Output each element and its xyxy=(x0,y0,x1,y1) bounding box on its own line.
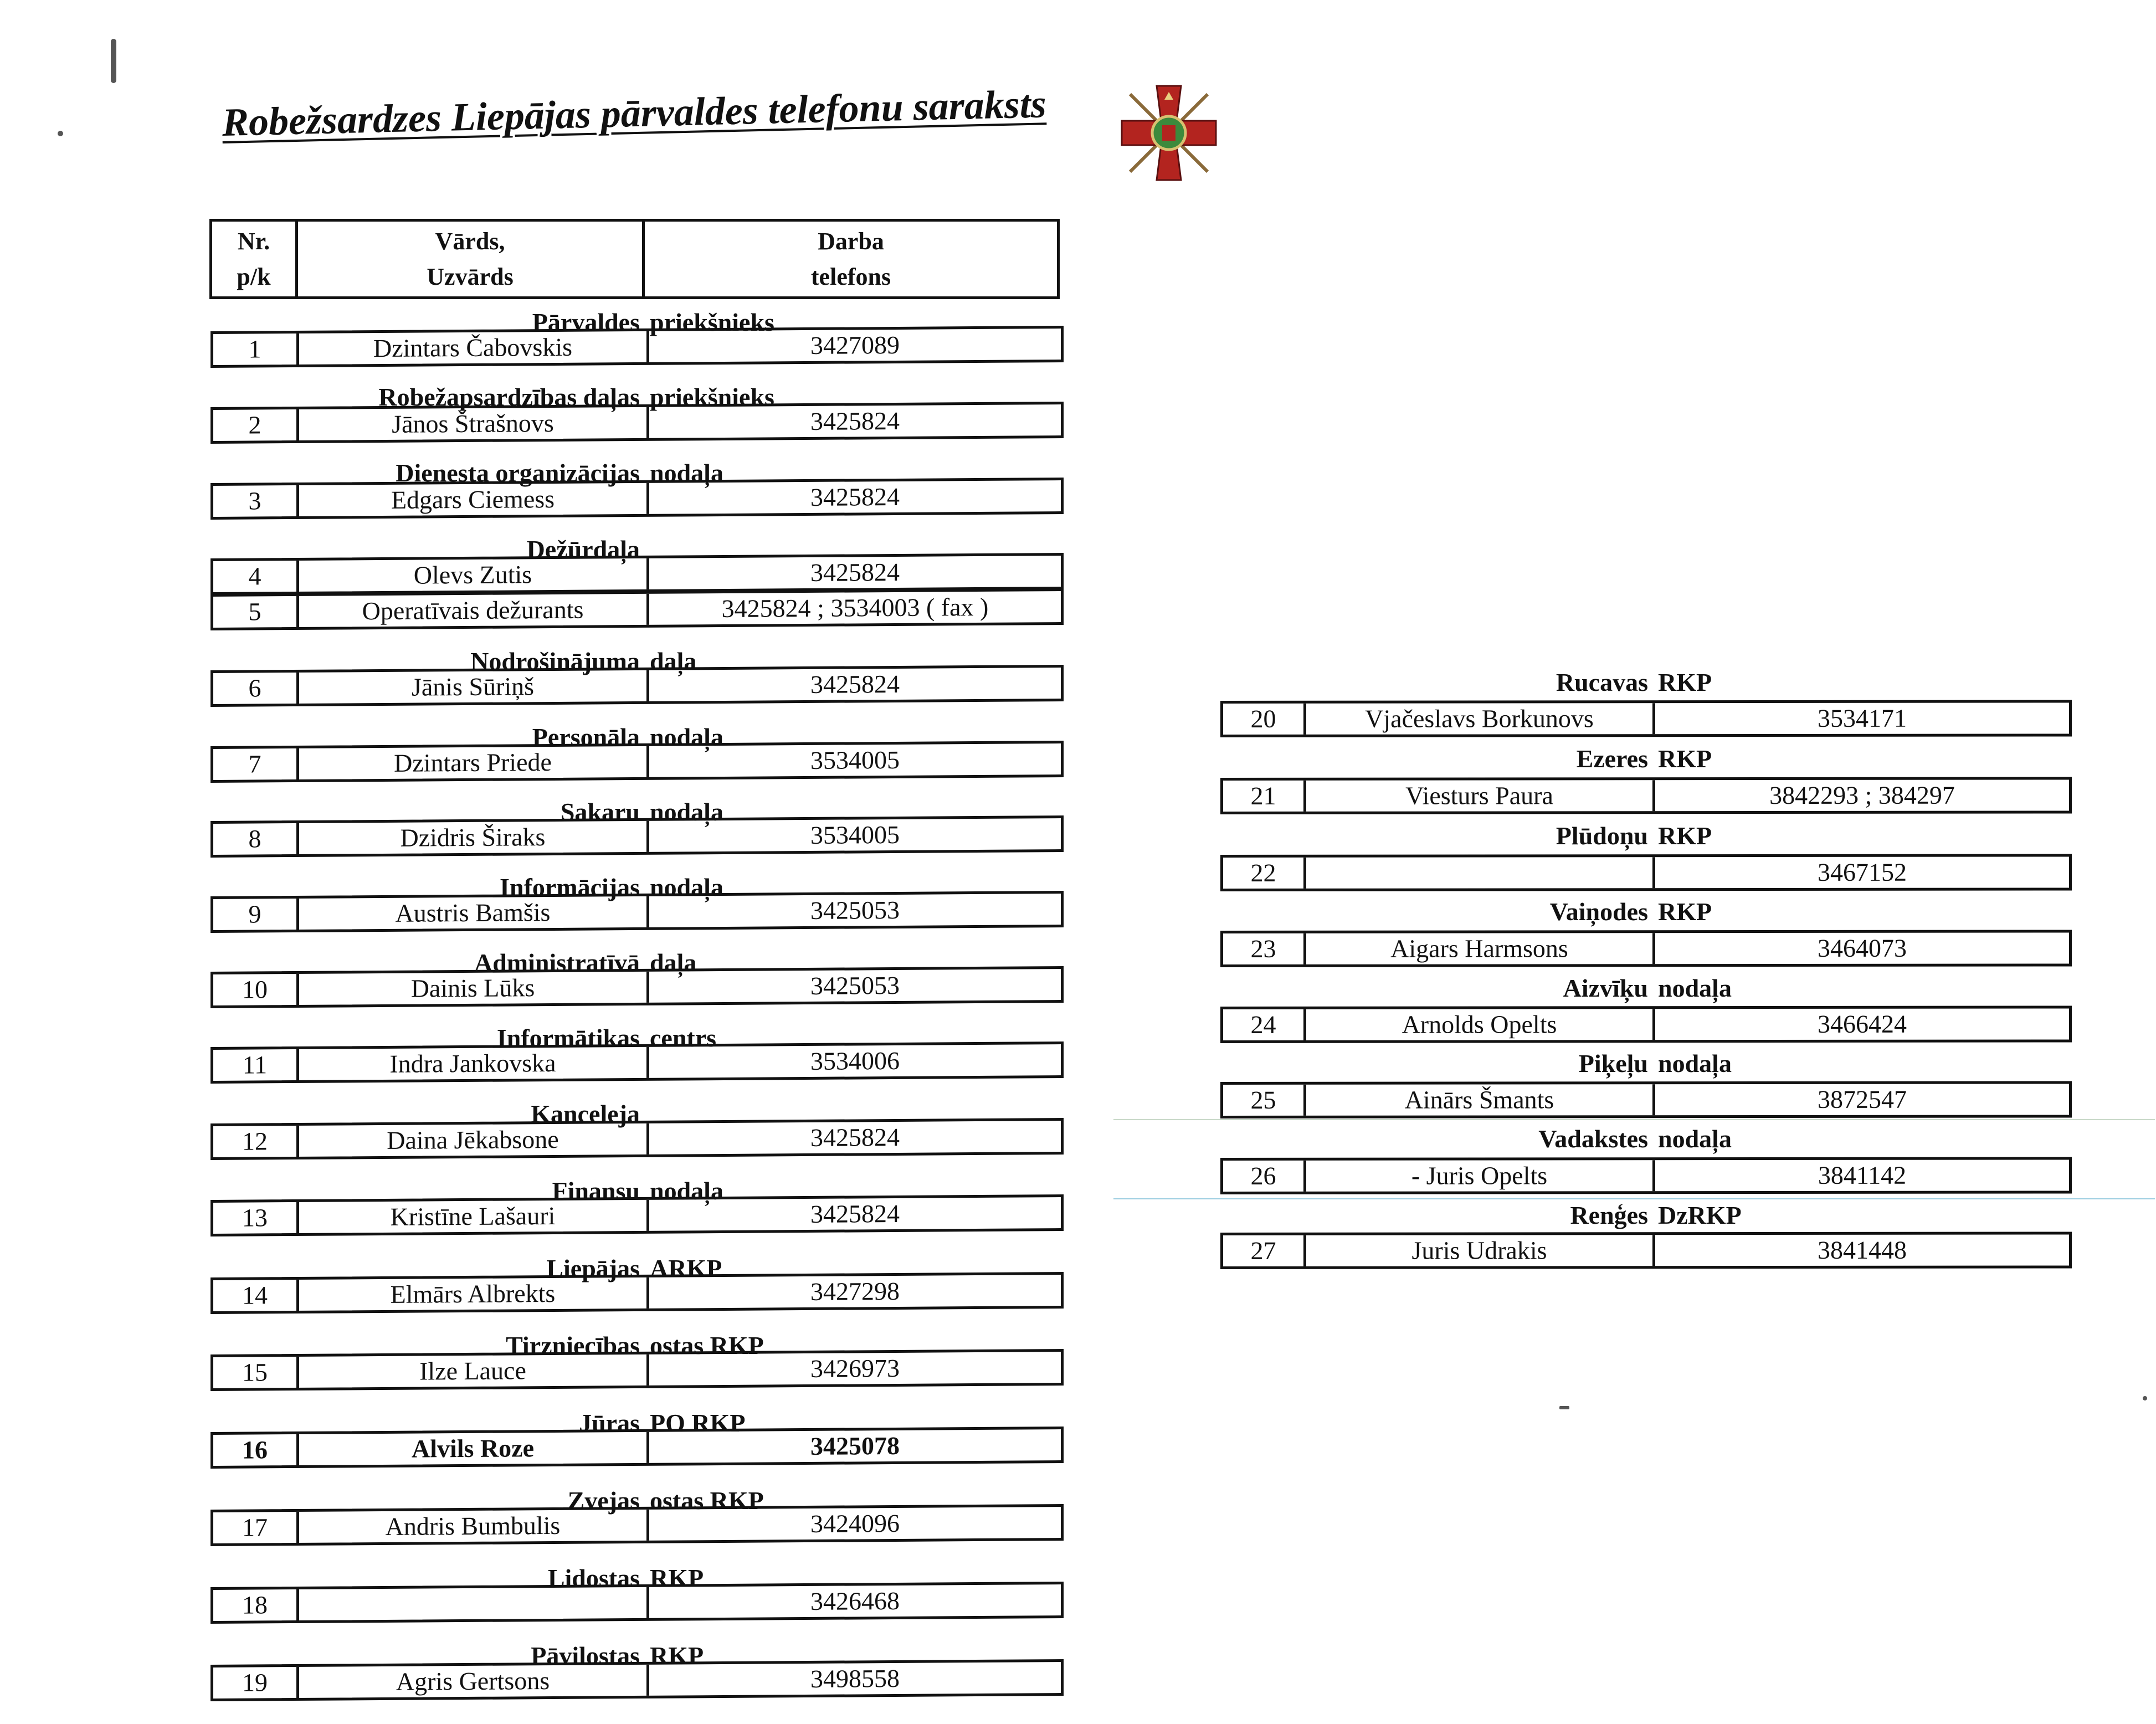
table-row xyxy=(1220,777,2072,814)
row-phone: 3425824 xyxy=(646,1197,1061,1231)
row-phone: 3534006 xyxy=(646,1044,1061,1078)
row-name: Alvils Roze xyxy=(296,1432,646,1465)
section-heading xyxy=(0,740,2156,773)
scan-speck xyxy=(1559,1406,1569,1409)
row-number: 12 xyxy=(242,1127,268,1156)
row-phone: 3534005 xyxy=(646,743,1061,777)
table-row xyxy=(211,1427,1064,1469)
section-title-part1: Robežapsardzības daļas xyxy=(378,383,640,411)
table-row xyxy=(1220,1081,2072,1118)
section-heading xyxy=(0,1120,2156,1153)
row-number: 10 xyxy=(242,975,268,1004)
row-name: Andris Bumbulis xyxy=(296,1510,646,1543)
section-title-part1: Vadakstes xyxy=(1538,1125,1648,1153)
table-header xyxy=(209,219,1060,299)
section-title-part1: Plūdoņu xyxy=(1556,822,1648,850)
section-title-part1: Kanceleja xyxy=(531,1100,640,1128)
row-name: Olevs Zutis xyxy=(296,558,646,592)
row-number: 2 xyxy=(248,411,261,439)
section-title-part2: nodaļa xyxy=(1658,974,1732,1002)
row-name: Dzidris Širaks xyxy=(296,821,646,854)
row-name: Austris Bamšis xyxy=(296,896,646,930)
table-row xyxy=(1220,854,2072,891)
row-phone: 3425053 xyxy=(646,969,1061,1003)
row-phone: 3425824 xyxy=(646,404,1061,438)
section-title-part2: nodaļa xyxy=(650,459,723,487)
section-title-part2: ostas RKP xyxy=(650,1331,764,1359)
header-phone-line1: Darba xyxy=(818,227,884,255)
row-number: 20 xyxy=(1250,704,1276,733)
row-number: 9 xyxy=(248,900,261,928)
section-title-part2: ostas RKP xyxy=(650,1486,764,1515)
header-phone-line2: telefons xyxy=(810,263,891,290)
row-phone: 3426973 xyxy=(646,1352,1061,1386)
section-heading xyxy=(0,1045,2156,1078)
header-number-line2: p/k xyxy=(237,263,271,290)
page-title: Robežsardzes Liepājas pārvaldes telefonu saraksts xyxy=(222,81,1047,145)
section-title-part2: daļa xyxy=(650,948,697,977)
row-number: 15 xyxy=(242,1358,268,1387)
scan-speck xyxy=(111,39,116,83)
row-phone: 3841142 xyxy=(1652,1159,2069,1191)
row-name: Dzintars Priede xyxy=(296,746,646,779)
table-row xyxy=(211,1504,1064,1546)
row-name: Ainārs Šmants xyxy=(1303,1084,1652,1116)
section-title-part2: RKP xyxy=(1658,668,1712,696)
section-title-part1: Dienesta organizācijas xyxy=(396,459,640,487)
section-title-part1: Informātikas xyxy=(496,1024,640,1052)
row-phone: 3427089 xyxy=(646,329,1061,362)
table-row xyxy=(211,1582,1064,1624)
row-phone: 3841448 xyxy=(1652,1234,2069,1266)
section-title-part2: nodaļa xyxy=(650,723,723,751)
section-title-part1: Pārvaldes xyxy=(532,308,640,336)
section-title-part1: Zvejas xyxy=(567,1486,640,1515)
section-heading xyxy=(0,893,2156,926)
section-title-part2: ARKP xyxy=(650,1254,722,1282)
section-title-part1: Renģes xyxy=(1570,1201,1648,1229)
table-row xyxy=(1220,1157,2072,1194)
row-number: 24 xyxy=(1250,1010,1276,1039)
row-number: 16 xyxy=(242,1435,268,1464)
row-number: 17 xyxy=(242,1513,268,1542)
row-name: Arnolds Opelts xyxy=(1303,1009,1652,1040)
section-title-part1: Administratīvā xyxy=(474,948,640,977)
row-name: Juris Udrakis xyxy=(1303,1235,1652,1266)
header-phone xyxy=(642,222,1057,296)
row-number: 14 xyxy=(242,1281,268,1310)
row-phone: 3534005 xyxy=(646,818,1061,852)
header-name-line2: Uzvārds xyxy=(427,263,514,290)
row-name: Vjačeslavs Borkunovs xyxy=(1303,703,1652,735)
row-name: Aigars Harmsons xyxy=(1303,933,1652,964)
section-title-part1: Pāvilostas xyxy=(531,1641,640,1670)
row-name xyxy=(1303,857,1652,889)
row-phone: 3534171 xyxy=(1652,702,2069,734)
row-phone: 3425824 xyxy=(646,480,1061,514)
section-title-part1: Aizvīķu xyxy=(1563,974,1648,1002)
row-number: 25 xyxy=(1250,1085,1276,1114)
row-name: Operatīvais dežurants xyxy=(296,594,646,627)
row-number: 6 xyxy=(248,674,261,702)
row-phone: 3427298 xyxy=(646,1275,1061,1309)
table-row xyxy=(1220,1005,2072,1043)
section-title-part1: Personāla xyxy=(532,723,640,751)
table-row xyxy=(1220,700,2072,737)
row-phone: 3467152 xyxy=(1652,856,2069,888)
row-name: Agris Gertsons xyxy=(296,1665,646,1698)
row-name: Edgars Ciemess xyxy=(296,483,646,516)
row-number: 18 xyxy=(242,1590,268,1619)
row-name: Kristīne Lašauri xyxy=(296,1200,646,1233)
row-number: 8 xyxy=(248,824,261,853)
section-title-part1: Finansu xyxy=(552,1177,640,1205)
section-title-part1: Nodrošinājuma xyxy=(470,647,640,675)
scan-speck xyxy=(58,131,63,136)
section-title-part2: daļa xyxy=(650,647,697,675)
row-name: Daina Jēkabsone xyxy=(296,1123,646,1157)
scan-artifact-line xyxy=(1113,1198,2155,1199)
row-phone: 3424096 xyxy=(646,1507,1061,1541)
section-title-part1: Lidostas xyxy=(547,1564,640,1592)
section-heading xyxy=(0,1197,2156,1230)
section-title-part1: Sakaru xyxy=(560,798,640,826)
row-phone: 3425053 xyxy=(646,894,1061,927)
row-name xyxy=(296,1587,646,1620)
section-title-part1: Jūras xyxy=(579,1409,640,1437)
row-name: Indra Jankovska xyxy=(296,1047,646,1080)
section-heading xyxy=(0,969,2156,1003)
section-title-part2: nodaļa xyxy=(650,1177,723,1205)
section-title-part2: RKP xyxy=(1658,897,1712,926)
row-name: Ilze Lauce xyxy=(296,1354,646,1388)
section-title-part1: Piķeļu xyxy=(1578,1049,1648,1078)
section-title-part2: centrs xyxy=(650,1024,717,1052)
section-title-part1: Rucavas xyxy=(1556,668,1648,696)
scan-speck xyxy=(2143,1396,2147,1400)
header-number-line1: Nr. xyxy=(237,227,270,255)
emblem-icon xyxy=(1113,78,1224,188)
section-title-part2: nodaļa xyxy=(650,798,723,826)
table-row xyxy=(211,326,1064,368)
table-row xyxy=(211,478,1064,520)
section-title-part1: Ezeres xyxy=(1576,745,1648,773)
section-title-part2: nodaļa xyxy=(1658,1125,1732,1153)
section-title-part2: priekšnieks xyxy=(650,383,774,411)
row-phone: 3425824 xyxy=(646,556,1061,589)
row-number: 13 xyxy=(242,1203,268,1232)
row-number: 19 xyxy=(242,1668,268,1697)
row-number: 27 xyxy=(1250,1236,1276,1265)
row-number: 4 xyxy=(248,562,261,591)
row-number: 1 xyxy=(248,335,261,363)
row-name: Dainis Lūks xyxy=(296,972,646,1005)
section-title-part2: PO RKP xyxy=(650,1409,746,1437)
section-title-part1: Dežūrdaļa xyxy=(526,535,640,563)
row-phone: 3425824 xyxy=(646,1121,1061,1155)
section-title-part2: nodaļa xyxy=(650,873,723,901)
section-title-part1: Informācijas xyxy=(500,873,640,901)
table-row xyxy=(211,1659,1064,1701)
row-number: 7 xyxy=(248,750,261,778)
table-row xyxy=(211,402,1064,444)
row-number: 21 xyxy=(1250,781,1276,810)
table-row xyxy=(1220,930,2072,967)
row-phone: 3842293 ; 384297 xyxy=(1652,779,2069,811)
row-number: 23 xyxy=(1250,934,1276,963)
row-phone: 3498558 xyxy=(646,1662,1061,1696)
row-phone: 3464073 xyxy=(1652,932,2069,964)
section-title-part2: RKP xyxy=(1658,822,1712,850)
row-number: 22 xyxy=(1250,858,1276,887)
row-number: 11 xyxy=(242,1050,268,1079)
row-name: Elmārs Albrekts xyxy=(296,1277,646,1311)
row-phone: 3425824 ; 3534003 ( fax ) xyxy=(646,591,1061,625)
section-title-part2: DzRKP xyxy=(1658,1201,1742,1229)
section-title-part1: Liepājas xyxy=(546,1254,640,1282)
table-row xyxy=(1220,1232,2072,1269)
row-name: Viesturs Paura xyxy=(1303,780,1652,812)
row-name: Jānos Štrašnovs xyxy=(296,407,646,440)
section-title-part2: nodaļa xyxy=(1658,1049,1732,1078)
header-name xyxy=(295,222,642,296)
row-phone: 3425078 xyxy=(646,1429,1061,1463)
section-title-part2: priekšnieks xyxy=(650,308,774,336)
row-phone: 3872547 xyxy=(1652,1084,2069,1115)
section-heading xyxy=(0,664,2156,697)
section-title-part2: RKP xyxy=(650,1564,704,1592)
header-number xyxy=(212,222,295,296)
row-number: 3 xyxy=(248,486,261,515)
row-name: Jānis Sūriņš xyxy=(296,670,646,704)
section-title-part1: Tirzniecības xyxy=(506,1331,640,1359)
table-row xyxy=(211,588,1064,630)
row-name: - Juris Opelts xyxy=(1303,1160,1652,1192)
section-heading xyxy=(0,817,2156,850)
header-name-line1: Vārds, xyxy=(435,227,505,255)
table-row xyxy=(211,1272,1064,1314)
scan-artifact-line xyxy=(1113,1119,2155,1120)
table-row xyxy=(211,1349,1064,1391)
row-phone: 3426468 xyxy=(646,1584,1061,1618)
section-title-part2: RKP xyxy=(1658,745,1712,773)
row-number: 26 xyxy=(1250,1161,1276,1190)
section-title-part1: Vaiņodes xyxy=(1549,897,1648,926)
row-phone: 3466424 xyxy=(1652,1008,2069,1040)
row-name: Dzintars Čabovskis xyxy=(296,331,646,365)
row-number: 5 xyxy=(248,597,261,626)
section-title-part2: RKP xyxy=(650,1641,704,1670)
row-phone: 3425824 xyxy=(646,668,1061,701)
